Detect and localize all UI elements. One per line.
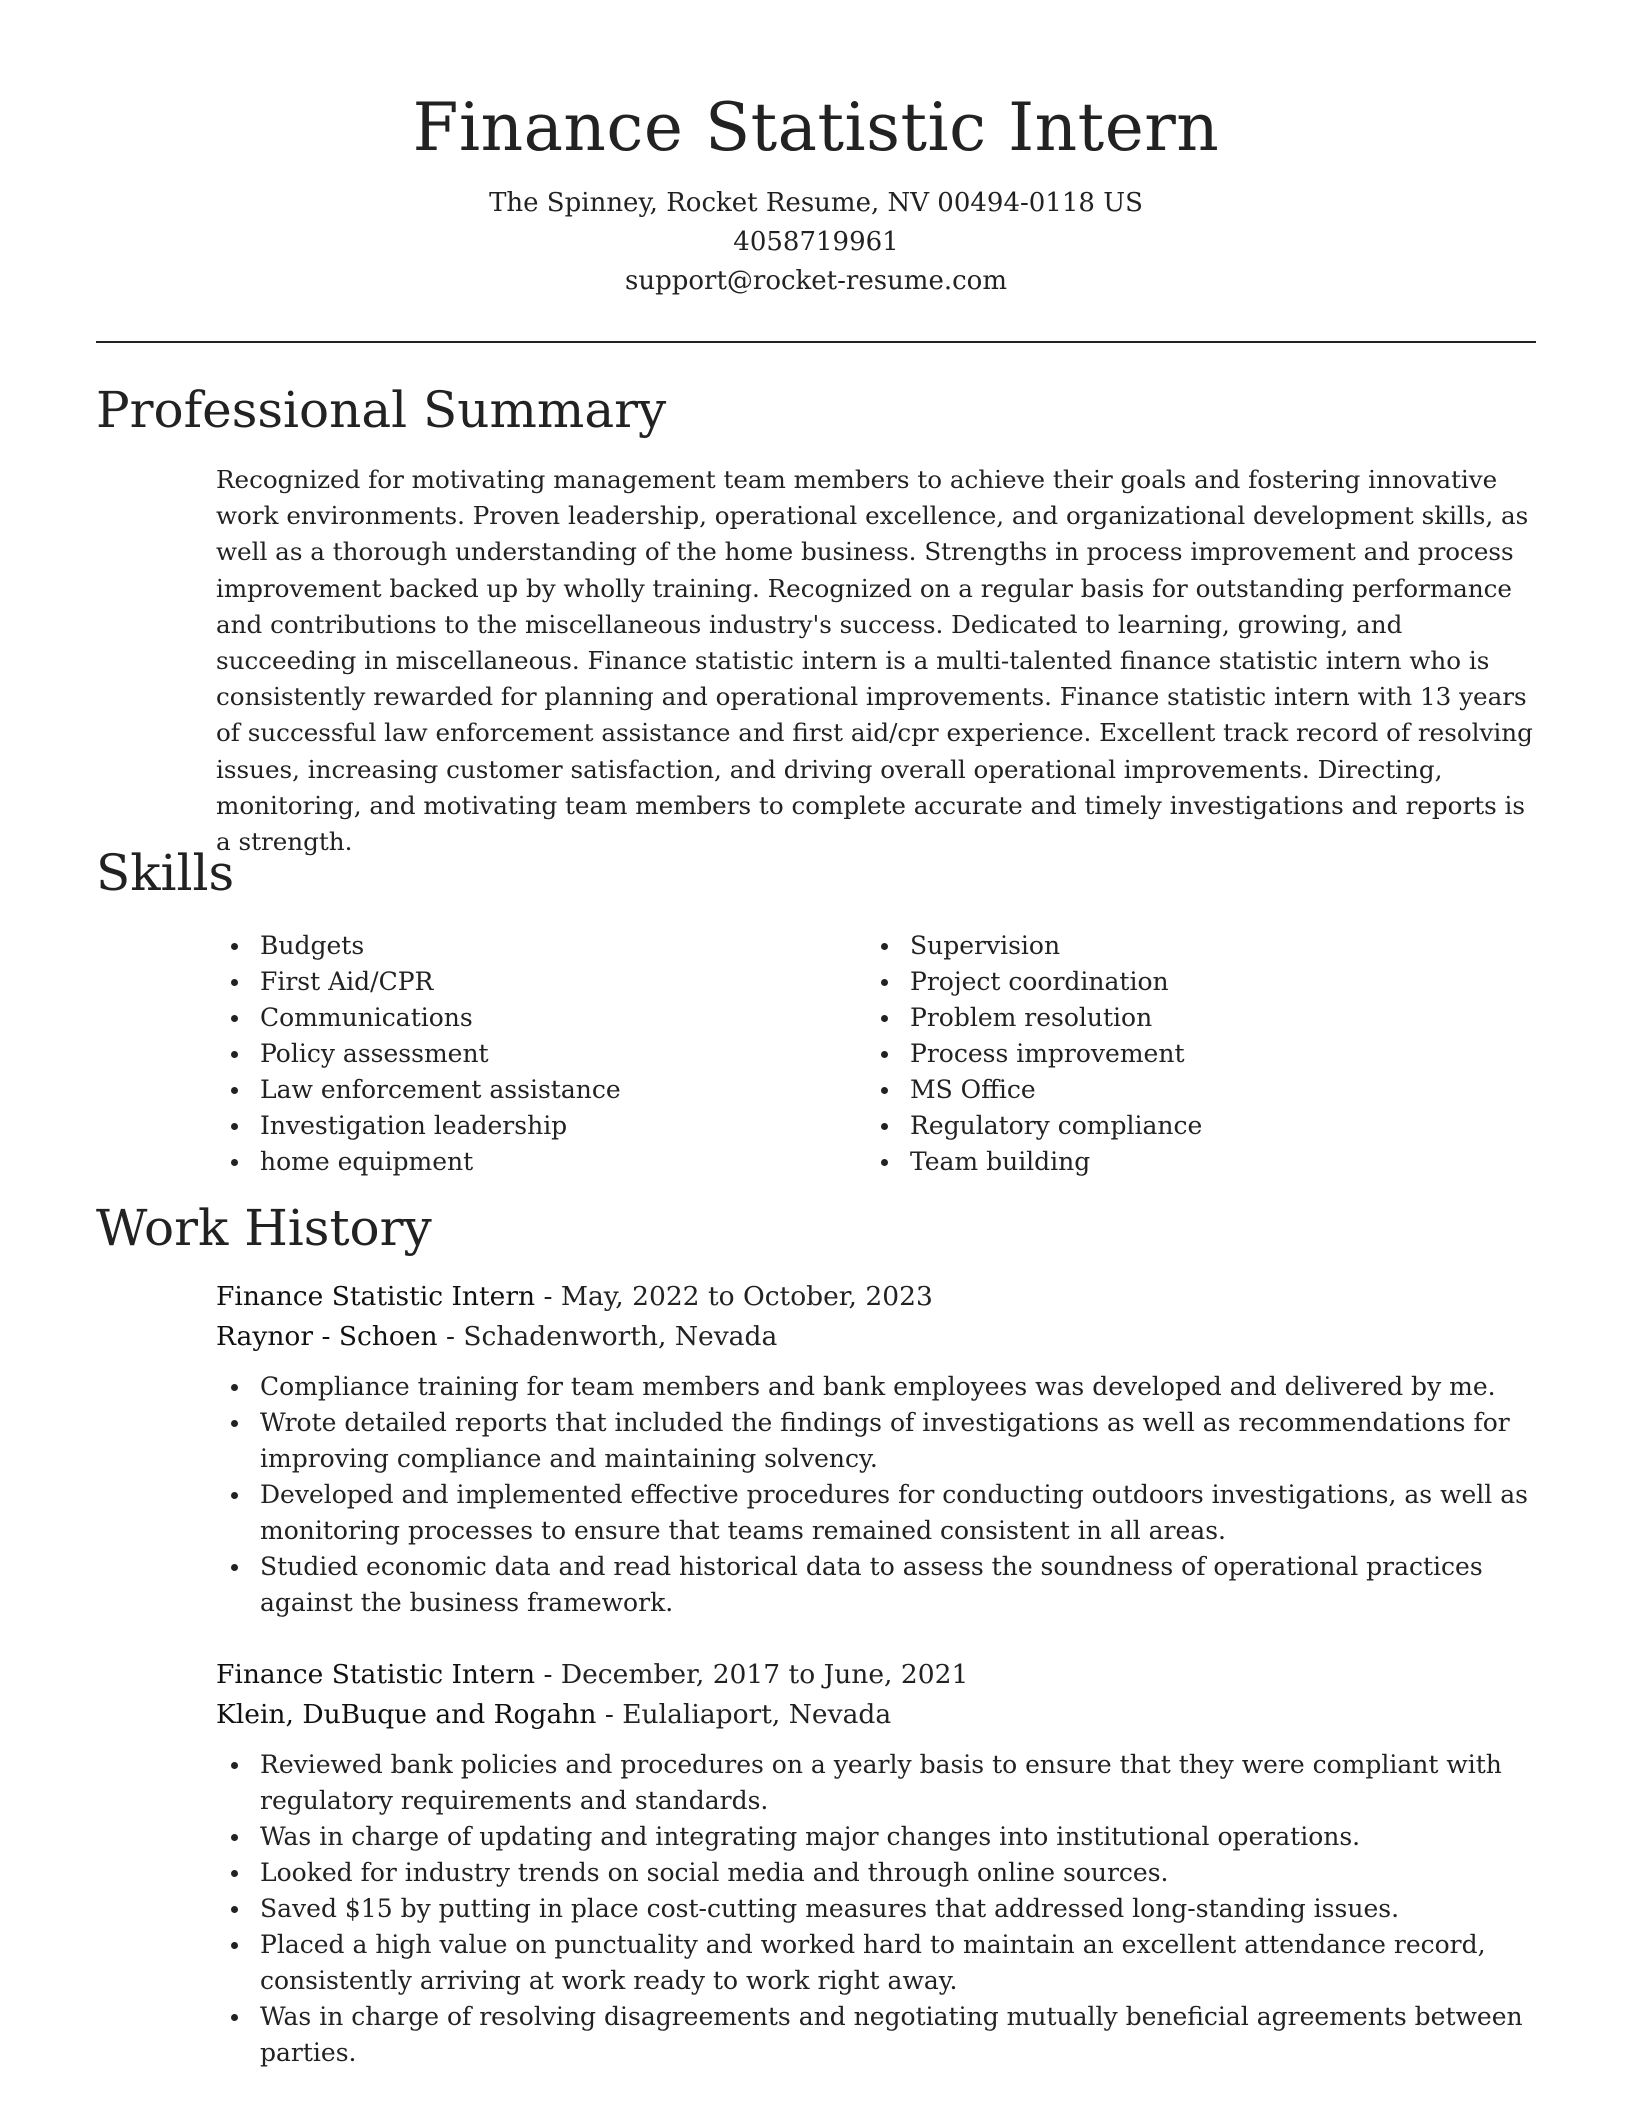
contact-phone: 4058719961: [733, 227, 899, 257]
skill-item: Budgets: [216, 928, 836, 964]
job-employer: Klein, DuBuque and Rogahn: [216, 1699, 597, 1730]
job-employer: Raynor - Schoen: [216, 1321, 438, 1352]
summary-text: Recognized for motivating management team members to achieve their goals and fostering innovative work environments. Proven leadership, operational excellence, and organizational development skills, as well as a thorough understanding of the home business. Strengths in process improvement and process improvement backed up by wholly training. Recognized on a regular basis for outstanding performance and contributions to the miscellaneous industry's success. Dedicated to learning, growing, and succeeding in miscellaneous. Finance statistic intern is a multi-talented finance statistic intern who is consistently rewarded for planning and operational improvements. Finance statistic intern with 13 years of successful law enforcement assistance and first aid/cpr experience. Excellent track record of resolving issues, increasing customer satisfaction, and driving overall operational improvements. Directing, monitoring, and motivating team members to complete accurate and timely investigations and reports is a strength.: [216, 465, 1533, 857]
contact-address: The Spinney, Rocket Resume, NV 00494-0118 US: [489, 188, 1143, 218]
skill-item: Project coordination: [866, 964, 1486, 1000]
job-title-line: [216, 1655, 1536, 1695]
job-location: - Schadenworth, Nevada: [437, 1321, 778, 1352]
skill-item: Policy assessment: [216, 1036, 836, 1072]
section-title-skills: Skills: [96, 844, 235, 902]
job-title-line: [216, 1277, 1536, 1317]
job-bullets: [216, 1747, 1536, 2071]
job-title: Finance Statistic Intern: [216, 1659, 536, 1690]
contact-email: support@rocket-resume.com: [624, 266, 1007, 296]
job-bullet: Looked for industry trends on social media and through online sources.: [216, 1855, 1536, 1891]
job-dates: - May, 2022 to October, 2023: [535, 1281, 933, 1312]
skill-item: Investigation leadership: [216, 1108, 836, 1144]
job-bullet: Placed a high value on punctuality and worked hard to maintain an excellent attendance record, consistently arriving at work ready to work right away.: [216, 1927, 1536, 1999]
job-title: Finance Statistic Intern: [216, 1281, 536, 1312]
job-employer-line: [216, 1317, 1536, 1357]
skill-item: Supervision: [866, 928, 1486, 964]
job-bullet: Studied economic data and read historical data to assess the soundness of operational practices against the business framework.: [216, 1549, 1536, 1621]
skill-item: Process improvement: [866, 1036, 1486, 1072]
candidate-name: Finance Statistic Intern: [412, 89, 1220, 166]
job-entry: [216, 1655, 1536, 2071]
resume-header: [0, 0, 1632, 301]
job-bullet: Compliance training for team members and bank employees was developed and delivered by me.: [216, 1369, 1536, 1405]
section-title-work-history: Work History: [96, 1199, 432, 1257]
header-divider: [96, 341, 1536, 343]
skill-item: Law enforcement assistance: [216, 1072, 836, 1108]
section-title-summary: Professional Summary: [96, 381, 667, 439]
job-bullet: Reviewed bank policies and procedures on a yearly basis to ensure that they were compliant with regulatory requirements and standards.: [216, 1747, 1536, 1819]
skill-item: Team building: [866, 1144, 1486, 1180]
contact-block: [0, 184, 1632, 301]
skill-item: First Aid/CPR: [216, 964, 836, 1000]
skill-item: home equipment: [216, 1144, 836, 1180]
job-bullet: Was in charge of resolving disagreements and negotiating mutually beneficial agreements between parties.: [216, 1999, 1536, 2071]
job-dates: - December, 2017 to June, 2021: [535, 1659, 969, 1690]
job-bullet: Wrote detailed reports that included the findings of investigations as well as recommendations for improving compliance and maintaining solvency.: [216, 1405, 1536, 1477]
job-bullet: Was in charge of updating and integrating major changes into institutional operations.: [216, 1819, 1536, 1855]
skills-list-left: [216, 928, 836, 1180]
job-bullet: Developed and implemented effective procedures for conducting outdoors investigations, as well as monitoring processes to ensure that teams remained consistent in all areas.: [216, 1477, 1536, 1549]
job-employer-line: [216, 1695, 1536, 1735]
skills-list-right: [866, 928, 1486, 1180]
job-entry: [216, 1277, 1536, 1621]
skill-item: MS Office: [866, 1072, 1486, 1108]
job-bullets: [216, 1369, 1536, 1621]
skill-item: Problem resolution: [866, 1000, 1486, 1036]
skill-item: Regulatory compliance: [866, 1108, 1486, 1144]
job-bullet: Saved $15 by putting in place cost-cutting measures that addressed long-standing issues.: [216, 1891, 1536, 1927]
job-location: - Eulaliaport, Nevada: [596, 1699, 892, 1730]
skill-item: Communications: [216, 1000, 836, 1036]
